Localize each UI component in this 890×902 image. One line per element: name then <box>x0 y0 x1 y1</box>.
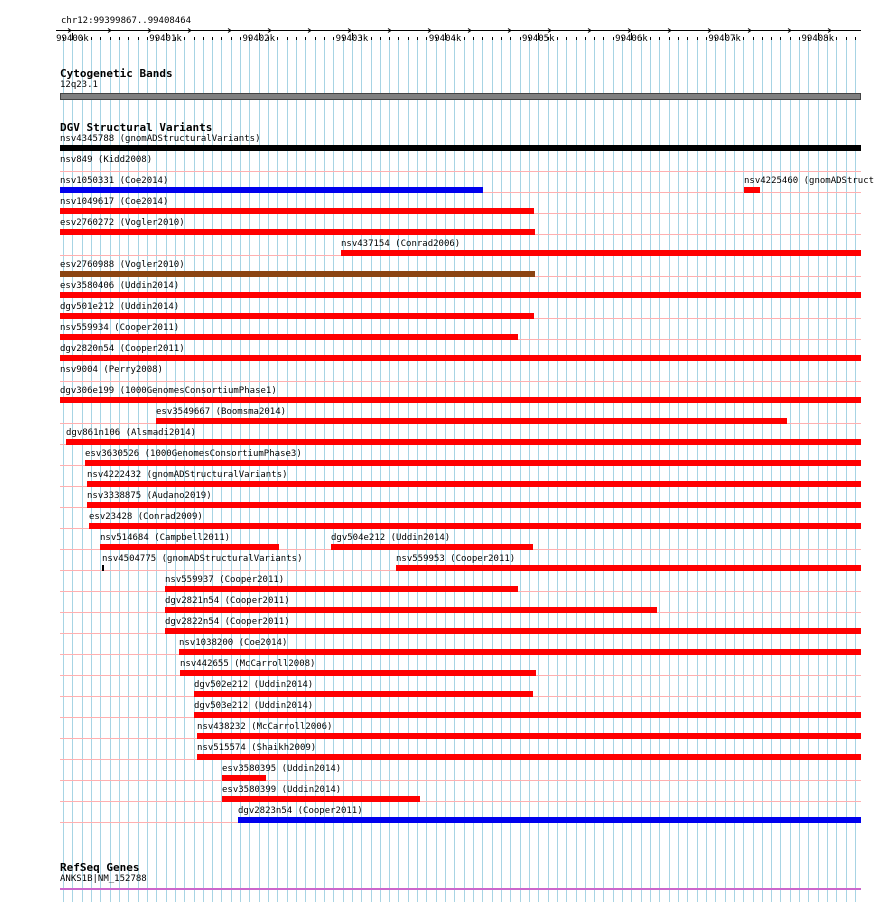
dgv-variant-label[interactable]: esv3580399 (Uddin2014) <box>222 785 342 795</box>
dgv-variant-label[interactable]: nsv559937 (Cooper2011) <box>165 575 285 585</box>
dgv-variant-bar[interactable] <box>194 712 861 718</box>
dgv-variant-bar[interactable] <box>60 271 535 277</box>
dgv-variant-label[interactable]: nsv515574 (Shaikh2009) <box>197 743 317 753</box>
dgv-variant-label[interactable]: nsv4222432 (gnomADStructuralVariants) <box>87 470 288 480</box>
dgv-variant-label[interactable]: nsv1050331 (Coe2014) <box>60 176 169 186</box>
dgv-variant-bar[interactable] <box>85 460 861 466</box>
ruler-tick-label: 99408k <box>801 34 835 44</box>
dgv-track-title: DGV Structural Variants <box>60 121 213 134</box>
dgv-variant-bar[interactable] <box>331 544 533 550</box>
dgv-variant-label[interactable]: nsv438232 (McCarroll2006) <box>197 722 333 732</box>
ruler-tick-label: 99406k <box>615 34 648 44</box>
dgv-variant-label[interactable]: nsv1049617 (Coe2014) <box>60 197 169 207</box>
dgv-variant-label[interactable]: esv3549667 (Boomsma2014) <box>156 407 287 417</box>
dgv-variant-bar[interactable] <box>89 523 861 529</box>
coordinate-readout: chr12:99399867..99408464 <box>61 16 192 26</box>
dgv-variant-label[interactable]: esv3580406 (Uddin2014) <box>60 281 180 291</box>
dgv-variant-bar[interactable] <box>165 607 657 613</box>
dgv-variant-bar[interactable] <box>744 187 760 193</box>
refseq-gene-label[interactable]: ANKS1B|NM_152788 <box>60 874 147 884</box>
dgv-variant-bar[interactable] <box>222 775 266 781</box>
dgv-variant-bar[interactable] <box>60 397 861 403</box>
dgv-variant-label[interactable]: nsv1038200 (Coe2014) <box>179 638 288 648</box>
ruler-tick-label: 99407k <box>708 34 741 44</box>
dgv-variant-label[interactable]: nsv849 (Kidd2008) <box>60 155 153 165</box>
dgv-variant-bar[interactable] <box>194 691 533 697</box>
dgv-variant-bar[interactable] <box>60 208 534 214</box>
dgv-variant-label[interactable]: dgv2821n54 (Cooper2011) <box>165 596 290 606</box>
ruler-tick-label: 99402k <box>242 34 275 44</box>
dgv-variant-label[interactable]: dgv503e212 (Uddin2014) <box>194 701 314 711</box>
dgv-variant-bar[interactable] <box>165 628 861 634</box>
dgv-variant-label[interactable]: dgv501e212 (Uddin2014) <box>60 302 180 312</box>
ruler-tick-label: 99403k <box>335 34 369 44</box>
dgv-variant-bar[interactable] <box>179 649 861 655</box>
dgv-variant-bar[interactable] <box>60 187 483 193</box>
refseq-gene-line[interactable] <box>60 888 861 890</box>
dgv-variant-bar[interactable] <box>60 292 861 298</box>
ruler-tick-label: 99400k <box>56 34 89 44</box>
dgv-variant-label[interactable]: dgv306e199 (1000GenomesConsortiumPhase1) <box>60 386 277 396</box>
dgv-variant-bar[interactable] <box>341 250 861 256</box>
dgv-variant-label[interactable]: nsv4504775 (gnomADStructuralVariants) <box>102 554 303 564</box>
refseq-track-title: RefSeq Genes <box>60 861 140 874</box>
dgv-variant-bar[interactable] <box>197 754 861 760</box>
dgv-variant-bar[interactable] <box>396 565 861 571</box>
dgv-row-separator <box>60 780 861 781</box>
dgv-row-separator <box>60 381 861 382</box>
dgv-variant-label[interactable]: dgv2820n54 (Cooper2011) <box>60 344 185 354</box>
cytoband-track-title: Cytogenetic Bands <box>60 67 173 80</box>
dgv-variant-bar[interactable] <box>60 313 534 319</box>
ruler-tick-label: 99405k <box>521 34 555 44</box>
cytoband-label: 12q23.1 <box>60 80 98 90</box>
dgv-row-separator <box>60 171 861 172</box>
dgv-variant-label[interactable]: nsv9004 (Perry2008) <box>60 365 163 375</box>
dgv-variant-label[interactable]: nsv3338875 (Audano2019) <box>87 491 212 501</box>
dgv-variant-bar[interactable] <box>197 733 861 739</box>
dgv-variant-label[interactable]: nsv437154 (Conrad2006) <box>341 239 461 249</box>
dgv-variant-label[interactable]: nsv514684 (Campbell2011) <box>100 533 231 543</box>
dgv-variant-label[interactable]: dgv502e212 (Uddin2014) <box>194 680 314 690</box>
dgv-variant-label[interactable]: dgv861n106 (Alsmadi2014) <box>66 428 197 438</box>
dgv-variant-bar[interactable] <box>66 439 861 445</box>
dgv-variant-label[interactable]: nsv559953 (Cooper2011) <box>396 554 516 564</box>
dgv-variant-label[interactable]: dgv2822n54 (Cooper2011) <box>165 617 290 627</box>
dgv-variant-bar[interactable] <box>238 817 861 823</box>
dgv-variant-bar[interactable] <box>222 796 420 802</box>
dgv-variant-bar[interactable] <box>60 355 861 361</box>
dgv-variant-bar[interactable] <box>87 502 861 508</box>
dgv-variant-bar[interactable] <box>100 544 279 550</box>
dgv-variant-label[interactable]: esv2760988 (Vogler2010) <box>60 260 185 270</box>
dgv-variant-label[interactable]: nsv442655 (McCarroll2008) <box>180 659 316 669</box>
dgv-variant-bar[interactable] <box>87 481 861 487</box>
dgv-variant-bar[interactable] <box>60 334 518 340</box>
ruler-tick-label: 99404k <box>428 34 462 44</box>
dgv-variant-label[interactable]: esv23428 (Conrad2009) <box>89 512 203 522</box>
dgv-variant-bar[interactable] <box>102 565 104 571</box>
dgv-variant-label[interactable]: dgv2823n54 (Cooper2011) <box>238 806 363 816</box>
dgv-variant-label[interactable]: esv3630526 (1000GenomesConsortiumPhase3) <box>85 449 302 459</box>
dgv-variant-bar[interactable] <box>165 586 518 592</box>
dgv-variant-label[interactable]: nsv559934 (Cooper2011) <box>60 323 180 333</box>
dgv-variant-bar[interactable] <box>60 145 861 151</box>
dgv-variant-label[interactable]: esv3580395 (Uddin2014) <box>222 764 342 774</box>
dgv-variant-label[interactable]: esv2760272 (Vogler2010) <box>60 218 185 228</box>
dgv-variant-bar[interactable] <box>180 670 536 676</box>
ruler-tick-label: 99401k <box>149 34 182 44</box>
dgv-variant-label[interactable]: nsv4345788 (gnomADStructuralVariants) <box>60 134 261 144</box>
dgv-variant-bar[interactable] <box>60 229 535 235</box>
dgv-variant-label[interactable]: nsv4225460 (gnomADStruct <box>744 176 875 186</box>
dgv-variant-label[interactable]: dgv504e212 (Uddin2014) <box>331 533 451 543</box>
dgv-row-separator <box>60 801 861 802</box>
dgv-variant-bar[interactable] <box>156 418 787 424</box>
